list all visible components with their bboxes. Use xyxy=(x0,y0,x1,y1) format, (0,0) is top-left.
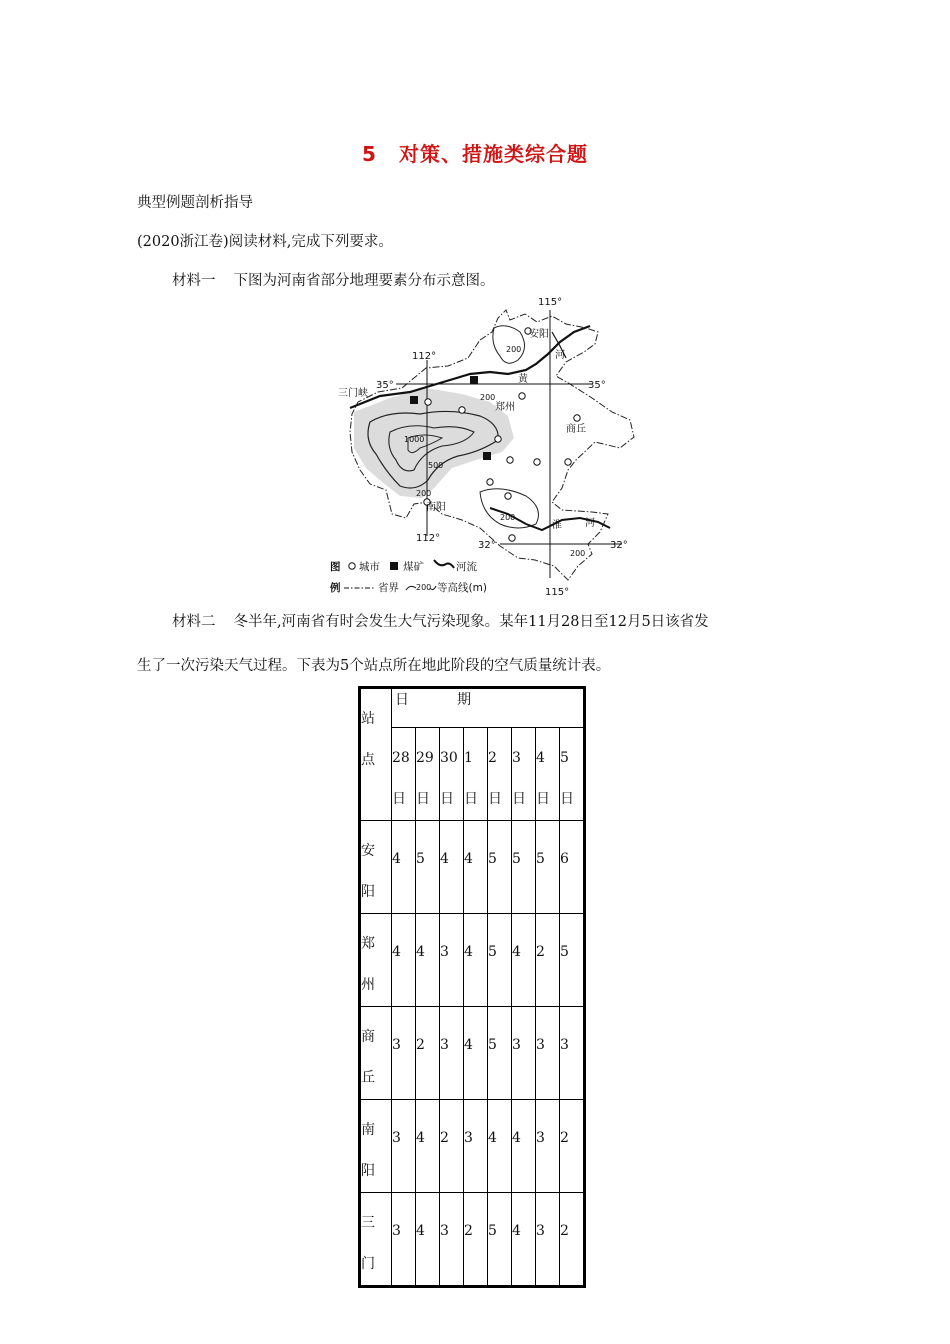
lon-label: 115° xyxy=(538,297,563,308)
city-marker xyxy=(519,393,525,399)
aqi-value-cell: 3 xyxy=(464,1100,488,1193)
aqi-value-cell: 5 xyxy=(488,821,512,914)
material2-line1 xyxy=(172,610,709,631)
aqi-value-cell: 4 xyxy=(464,1007,488,1100)
aqi-value-cell: 2 xyxy=(416,1007,440,1100)
aqi-value-cell: 2 xyxy=(560,1193,585,1287)
aqi-value-cell: 4 xyxy=(512,1100,536,1193)
day-number: 5 xyxy=(560,750,569,766)
day-suffix: 日 xyxy=(560,791,574,807)
aqi-value-cell: 4 xyxy=(464,821,488,914)
section-label: 典型例题剖析指导 xyxy=(137,195,253,211)
aqi-value-cell: 3 xyxy=(536,1100,560,1193)
aqi-value-cell: 5 xyxy=(488,1193,512,1287)
aqi-value-cell: 4 xyxy=(416,1193,440,1287)
river-label-he-south: 河 xyxy=(585,518,595,529)
day-suffix: 日 xyxy=(512,791,526,807)
day-suffix: 日 xyxy=(464,791,478,807)
legend-head-1: 图 xyxy=(330,561,341,573)
aqi-value-cell: 4 xyxy=(392,821,416,914)
station-cell xyxy=(360,1007,392,1100)
station-char: 南 xyxy=(361,1122,375,1138)
map-legend xyxy=(330,560,487,594)
title-number: 5 xyxy=(362,142,377,166)
legend-city-icon xyxy=(349,563,355,569)
title-text: 对策、措施类综合题 xyxy=(398,142,588,166)
aqi-value-cell: 5 xyxy=(488,914,512,1007)
day-header-cell xyxy=(464,728,488,821)
city-marker xyxy=(507,457,513,463)
lat-label: 32° xyxy=(610,540,628,551)
aqi-value-cell: 5 xyxy=(536,821,560,914)
aqi-value-cell: 5 xyxy=(560,914,585,1007)
legend-contour-icon xyxy=(406,586,416,590)
lat-label: 35° xyxy=(376,380,394,391)
aqi-value-cell: 4 xyxy=(488,1100,512,1193)
table-row xyxy=(360,821,585,914)
day-suffix: 日 xyxy=(440,791,454,807)
days-row xyxy=(360,728,585,821)
aqi-value-cell: 6 xyxy=(560,821,585,914)
station-cell xyxy=(360,1100,392,1193)
city-marker xyxy=(565,459,571,465)
station-char: 阳 xyxy=(361,884,375,900)
river-label-huai: 淮 xyxy=(552,520,562,531)
day-suffix: 日 xyxy=(416,791,430,807)
contour-label: 200 xyxy=(480,393,496,402)
legend-city-label: 城市 xyxy=(359,561,380,573)
contour-label: 200 xyxy=(416,489,432,498)
legend-contour-label: 等高线(m) xyxy=(437,582,487,594)
city-label-anyang: 安阳 xyxy=(529,329,549,340)
city-marker xyxy=(459,407,465,413)
date-header-char: 期 xyxy=(457,692,471,708)
coal-mine xyxy=(410,396,418,404)
material1-caption xyxy=(172,269,495,290)
station-cell xyxy=(360,821,392,914)
aqi-value-cell: 4 xyxy=(416,1100,440,1193)
aqi-value-cell: 4 xyxy=(416,914,440,1007)
city-label-zhengzhou: 郑州 xyxy=(495,402,515,413)
station-char: 州 xyxy=(361,977,375,993)
station-char: 安 xyxy=(361,843,375,859)
day-header-cell xyxy=(512,728,536,821)
aqi-value-cell: 2 xyxy=(536,914,560,1007)
lon-label: 115° xyxy=(545,587,570,597)
material1-label: 材料一 xyxy=(172,273,216,289)
coal-mine xyxy=(470,376,478,384)
legend-river-icon xyxy=(434,560,454,568)
table-row xyxy=(360,1193,585,1287)
material2-label: 材料二 xyxy=(172,614,216,630)
material2-text: 冬半年,河南省有时会发生大气污染现象。某年11月28日至12月5日该省发 xyxy=(233,614,709,630)
day-header-cell xyxy=(416,728,440,821)
legend-border-label: 省界 xyxy=(378,582,399,594)
day-number: 4 xyxy=(536,750,545,766)
station-char: 丘 xyxy=(361,1070,375,1086)
aqi-value-cell: 3 xyxy=(560,1007,585,1100)
air-quality-table xyxy=(358,686,586,1288)
date-header-char: 日 xyxy=(395,692,409,708)
contour-label: 200 xyxy=(500,513,516,522)
station-header-char: 点 xyxy=(361,752,375,768)
aqi-value-cell: 3 xyxy=(440,1007,464,1100)
day-header-cell xyxy=(440,728,464,821)
aqi-value-cell: 5 xyxy=(512,821,536,914)
city-marker xyxy=(425,399,431,405)
city-marker xyxy=(505,493,511,499)
coal-mine xyxy=(483,452,491,460)
city-marker xyxy=(574,415,580,421)
aqi-value-cell: 4 xyxy=(512,914,536,1007)
station-char: 商 xyxy=(361,1029,375,1045)
day-header-cell xyxy=(560,728,585,821)
station-char: 门 xyxy=(361,1256,375,1272)
table-row xyxy=(360,1007,585,1100)
day-number: 3 xyxy=(512,750,521,766)
contour-label: 200 xyxy=(506,345,522,354)
station-header xyxy=(360,688,392,821)
contour-label: 200 xyxy=(570,549,586,558)
station-cell xyxy=(360,914,392,1007)
lon-label: 112° xyxy=(412,351,437,362)
city-marker xyxy=(509,535,515,541)
day-header-cell xyxy=(536,728,560,821)
henan-map xyxy=(330,292,645,597)
aqi-value-cell: 5 xyxy=(488,1007,512,1100)
day-number: 30 xyxy=(440,750,458,766)
aqi-value-cell: 3 xyxy=(392,1100,416,1193)
aqi-value-cell: 3 xyxy=(536,1007,560,1100)
date-header xyxy=(392,688,585,728)
aqi-value-cell: 3 xyxy=(512,1007,536,1100)
aqi-value-cell: 2 xyxy=(560,1100,585,1193)
day-number: 28 xyxy=(392,750,410,766)
aqi-value-cell: 3 xyxy=(392,1193,416,1287)
day-header-cell xyxy=(488,728,512,821)
legend-coal-icon xyxy=(390,562,398,570)
city-label-shangqiu: 商丘 xyxy=(566,424,586,435)
aqi-value-cell: 3 xyxy=(392,1007,416,1100)
aqi-value-cell: 4 xyxy=(392,914,416,1007)
city-marker xyxy=(495,436,501,442)
aqi-value-cell: 4 xyxy=(464,914,488,1007)
legend-contour-value: 200 xyxy=(416,583,432,592)
aqi-value-cell: 2 xyxy=(440,1100,464,1193)
question-intro: (2020浙江卷)阅读材料,完成下列要求。 xyxy=(137,234,393,250)
river-label-he-north: 河 xyxy=(555,350,565,361)
aqi-value-cell: 3 xyxy=(440,914,464,1007)
day-number: 29 xyxy=(416,750,434,766)
legend-river-label: 河流 xyxy=(456,561,477,573)
aqi-value-cell: 2 xyxy=(464,1193,488,1287)
material2-line2: 生了一次污染天气过程。下表为5个站点所在地此阶段的空气质量统计表。 xyxy=(137,658,611,674)
aqi-value-cell: 4 xyxy=(512,1193,536,1287)
lat-label: 32° xyxy=(478,540,496,551)
table-row xyxy=(360,1100,585,1193)
city-label-sanmenxia: 三门峡 xyxy=(338,388,368,399)
river-label-huang: 黄 xyxy=(518,374,528,385)
aqi-value-cell: 4 xyxy=(440,821,464,914)
station-char: 阳 xyxy=(361,1163,375,1179)
day-number: 1 xyxy=(464,750,473,766)
legend-head-2: 例 xyxy=(330,582,341,594)
city-label-nanyang: 南阳 xyxy=(426,502,446,513)
station-char: 三 xyxy=(361,1215,375,1231)
aqi-value-cell: 5 xyxy=(416,821,440,914)
day-suffix: 日 xyxy=(488,791,502,807)
material1-text: 下图为河南省部分地理要素分布示意图。 xyxy=(233,273,495,289)
yellow-river xyxy=(350,326,590,408)
aqi-value-cell: 3 xyxy=(536,1193,560,1287)
station-char: 郑 xyxy=(361,936,375,952)
lon-label: 112° xyxy=(416,533,441,544)
page-title xyxy=(0,138,950,167)
day-header-cell xyxy=(392,728,416,821)
station-cell xyxy=(360,1193,392,1287)
city-marker xyxy=(487,479,493,485)
lat-label: 35° xyxy=(588,380,606,391)
day-suffix: 日 xyxy=(392,791,406,807)
day-number: 2 xyxy=(488,750,497,766)
legend-coal-label: 煤矿 xyxy=(403,561,424,573)
aqi-value-cell: 3 xyxy=(440,1193,464,1287)
station-header-char: 站 xyxy=(361,711,375,727)
contour-label: 500 xyxy=(428,461,444,470)
contour-label: 1000 xyxy=(404,435,425,444)
table-row xyxy=(360,914,585,1007)
city-marker xyxy=(534,459,540,465)
day-suffix: 日 xyxy=(536,791,550,807)
